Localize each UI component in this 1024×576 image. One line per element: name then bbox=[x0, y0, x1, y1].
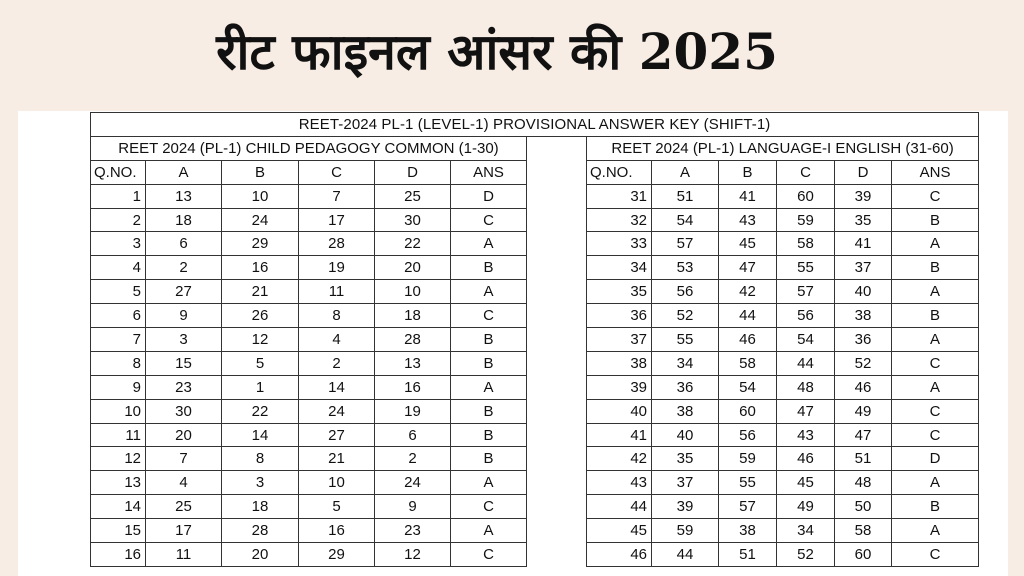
cell-option-b: 18 bbox=[222, 495, 299, 519]
table-row bbox=[91, 304, 979, 328]
cell-option-d: 13 bbox=[375, 351, 451, 375]
cell-option-b: 3 bbox=[222, 471, 299, 495]
cell-option-c: 21 bbox=[299, 447, 375, 471]
cell-answer: B bbox=[451, 423, 527, 447]
cell-answer: A bbox=[451, 280, 527, 304]
cell-qno: 34 bbox=[587, 256, 652, 280]
cell-answer: D bbox=[451, 184, 527, 208]
cell-answer: B bbox=[451, 328, 527, 352]
cell-answer: C bbox=[892, 184, 979, 208]
cell-option-c: 45 bbox=[777, 471, 835, 495]
cell-option-d: 16 bbox=[375, 375, 451, 399]
cell-option-a: 38 bbox=[652, 399, 719, 423]
cell-answer: A bbox=[892, 471, 979, 495]
column-header-option-b: B bbox=[222, 160, 299, 184]
table-row bbox=[91, 328, 979, 352]
cell-option-d: 6 bbox=[375, 423, 451, 447]
column-gap bbox=[527, 256, 587, 280]
cell-option-b: 28 bbox=[222, 519, 299, 543]
cell-qno: 15 bbox=[91, 519, 146, 543]
cell-option-a: 35 bbox=[652, 447, 719, 471]
cell-option-b: 1 bbox=[222, 375, 299, 399]
cell-option-a: 55 bbox=[652, 328, 719, 352]
column-gap bbox=[527, 208, 587, 232]
cell-option-b: 22 bbox=[222, 399, 299, 423]
table-row bbox=[91, 447, 979, 471]
answer-key-table bbox=[90, 112, 979, 567]
cell-answer: A bbox=[451, 232, 527, 256]
cell-option-d: 50 bbox=[835, 495, 892, 519]
cell-option-a: 36 bbox=[652, 375, 719, 399]
cell-qno: 5 bbox=[91, 280, 146, 304]
cell-option-d: 39 bbox=[835, 184, 892, 208]
cell-answer: C bbox=[451, 304, 527, 328]
cell-option-a: 30 bbox=[146, 399, 222, 423]
header-row bbox=[91, 160, 979, 184]
cell-answer: B bbox=[451, 447, 527, 471]
cell-option-c: 60 bbox=[777, 184, 835, 208]
column-gap bbox=[527, 328, 587, 352]
cell-qno: 1 bbox=[91, 184, 146, 208]
cell-option-a: 57 bbox=[652, 232, 719, 256]
cell-option-d: 47 bbox=[835, 423, 892, 447]
cell-option-c: 29 bbox=[299, 543, 375, 567]
answer-key-title: REET-2024 PL-1 (LEVEL-1) PROVISIONAL ANSWER KEY (SHIFT-1) bbox=[91, 113, 979, 137]
cell-option-b: 58 bbox=[719, 351, 777, 375]
cell-option-a: 13 bbox=[146, 184, 222, 208]
cell-option-c: 44 bbox=[777, 351, 835, 375]
cell-option-c: 27 bbox=[299, 423, 375, 447]
cell-option-d: 9 bbox=[375, 495, 451, 519]
cell-option-d: 41 bbox=[835, 232, 892, 256]
column-gap bbox=[527, 304, 587, 328]
cell-answer: B bbox=[892, 208, 979, 232]
cell-option-b: 56 bbox=[719, 423, 777, 447]
cell-qno: 7 bbox=[91, 328, 146, 352]
cell-option-d: 12 bbox=[375, 543, 451, 567]
cell-qno: 9 bbox=[91, 375, 146, 399]
cell-qno: 31 bbox=[587, 184, 652, 208]
column-gap bbox=[527, 136, 587, 160]
cell-answer: A bbox=[892, 375, 979, 399]
table-row bbox=[91, 495, 979, 519]
cell-option-a: 2 bbox=[146, 256, 222, 280]
cell-option-c: 43 bbox=[777, 423, 835, 447]
column-header-option-a: A bbox=[652, 160, 719, 184]
cell-answer: A bbox=[892, 232, 979, 256]
column-gap bbox=[527, 184, 587, 208]
cell-option-a: 23 bbox=[146, 375, 222, 399]
cell-answer: C bbox=[451, 495, 527, 519]
cell-option-b: 59 bbox=[719, 447, 777, 471]
table-row bbox=[91, 351, 979, 375]
cell-option-c: 55 bbox=[777, 256, 835, 280]
column-header-answer: ANS bbox=[451, 160, 527, 184]
cell-answer: A bbox=[451, 375, 527, 399]
left-section-title: REET 2024 (PL-1) CHILD PEDAGOGY COMMON (1-30) bbox=[91, 136, 527, 160]
cell-option-b: 47 bbox=[719, 256, 777, 280]
cell-option-d: 10 bbox=[375, 280, 451, 304]
cell-qno: 13 bbox=[91, 471, 146, 495]
cell-option-c: 10 bbox=[299, 471, 375, 495]
cell-option-a: 7 bbox=[146, 447, 222, 471]
cell-option-c: 54 bbox=[777, 328, 835, 352]
cell-option-d: 46 bbox=[835, 375, 892, 399]
right-section-title: REET 2024 (PL-1) LANGUAGE-I ENGLISH (31-60) bbox=[587, 136, 979, 160]
cell-option-b: 44 bbox=[719, 304, 777, 328]
cell-option-b: 57 bbox=[719, 495, 777, 519]
column-gap bbox=[527, 375, 587, 399]
cell-option-b: 43 bbox=[719, 208, 777, 232]
cell-option-a: 59 bbox=[652, 519, 719, 543]
cell-option-d: 23 bbox=[375, 519, 451, 543]
cell-option-d: 36 bbox=[835, 328, 892, 352]
cell-option-a: 17 bbox=[146, 519, 222, 543]
table-row bbox=[91, 184, 979, 208]
cell-qno: 46 bbox=[587, 543, 652, 567]
cell-option-a: 25 bbox=[146, 495, 222, 519]
cell-option-a: 44 bbox=[652, 543, 719, 567]
cell-qno: 43 bbox=[587, 471, 652, 495]
column-gap bbox=[527, 232, 587, 256]
column-header-qno: Q.NO. bbox=[587, 160, 652, 184]
column-gap bbox=[527, 543, 587, 567]
cell-qno: 38 bbox=[587, 351, 652, 375]
cell-option-d: 51 bbox=[835, 447, 892, 471]
cell-option-b: 41 bbox=[719, 184, 777, 208]
cell-option-a: 52 bbox=[652, 304, 719, 328]
cell-option-b: 46 bbox=[719, 328, 777, 352]
cell-option-d: 48 bbox=[835, 471, 892, 495]
cell-option-d: 49 bbox=[835, 399, 892, 423]
cell-qno: 36 bbox=[587, 304, 652, 328]
cell-qno: 12 bbox=[91, 447, 146, 471]
cell-answer: A bbox=[892, 519, 979, 543]
cell-qno: 42 bbox=[587, 447, 652, 471]
cell-qno: 40 bbox=[587, 399, 652, 423]
cell-answer: A bbox=[451, 519, 527, 543]
cell-option-c: 19 bbox=[299, 256, 375, 280]
cell-option-b: 8 bbox=[222, 447, 299, 471]
cell-qno: 4 bbox=[91, 256, 146, 280]
column-gap bbox=[527, 351, 587, 375]
column-gap bbox=[527, 399, 587, 423]
column-gap bbox=[527, 447, 587, 471]
cell-option-d: 52 bbox=[835, 351, 892, 375]
cell-qno: 35 bbox=[587, 280, 652, 304]
cell-option-a: 11 bbox=[146, 543, 222, 567]
cell-option-a: 9 bbox=[146, 304, 222, 328]
cell-qno: 33 bbox=[587, 232, 652, 256]
cell-qno: 39 bbox=[587, 375, 652, 399]
cell-option-d: 22 bbox=[375, 232, 451, 256]
cell-option-b: 24 bbox=[222, 208, 299, 232]
cell-answer: A bbox=[451, 471, 527, 495]
cell-option-b: 20 bbox=[222, 543, 299, 567]
cell-option-b: 5 bbox=[222, 351, 299, 375]
cell-option-a: 4 bbox=[146, 471, 222, 495]
table-row bbox=[91, 256, 979, 280]
table-row bbox=[91, 471, 979, 495]
cell-option-d: 40 bbox=[835, 280, 892, 304]
cell-option-c: 5 bbox=[299, 495, 375, 519]
cell-option-a: 39 bbox=[652, 495, 719, 519]
cell-option-b: 14 bbox=[222, 423, 299, 447]
cell-option-d: 58 bbox=[835, 519, 892, 543]
cell-qno: 11 bbox=[91, 423, 146, 447]
cell-option-b: 26 bbox=[222, 304, 299, 328]
cell-qno: 3 bbox=[91, 232, 146, 256]
cell-option-d: 35 bbox=[835, 208, 892, 232]
cell-option-d: 28 bbox=[375, 328, 451, 352]
table-row bbox=[91, 519, 979, 543]
column-gap bbox=[527, 280, 587, 304]
table-row bbox=[91, 375, 979, 399]
cell-qno: 44 bbox=[587, 495, 652, 519]
column-gap bbox=[527, 160, 587, 184]
cell-qno: 6 bbox=[91, 304, 146, 328]
cell-option-c: 34 bbox=[777, 519, 835, 543]
cell-option-c: 52 bbox=[777, 543, 835, 567]
column-header-option-d: D bbox=[835, 160, 892, 184]
column-header-option-a: A bbox=[146, 160, 222, 184]
cell-option-a: 54 bbox=[652, 208, 719, 232]
column-header-qno: Q.NO. bbox=[91, 160, 146, 184]
cell-answer: A bbox=[892, 280, 979, 304]
cell-option-d: 38 bbox=[835, 304, 892, 328]
cell-qno: 2 bbox=[91, 208, 146, 232]
cell-answer: B bbox=[451, 351, 527, 375]
cell-option-d: 24 bbox=[375, 471, 451, 495]
cell-option-a: 56 bbox=[652, 280, 719, 304]
column-gap bbox=[527, 423, 587, 447]
cell-option-c: 7 bbox=[299, 184, 375, 208]
cell-option-b: 21 bbox=[222, 280, 299, 304]
cell-answer: C bbox=[892, 351, 979, 375]
cell-qno: 41 bbox=[587, 423, 652, 447]
cell-qno: 45 bbox=[587, 519, 652, 543]
cell-option-c: 14 bbox=[299, 375, 375, 399]
cell-answer: B bbox=[892, 495, 979, 519]
cell-option-c: 4 bbox=[299, 328, 375, 352]
cell-option-b: 45 bbox=[719, 232, 777, 256]
cell-option-c: 56 bbox=[777, 304, 835, 328]
cell-option-b: 54 bbox=[719, 375, 777, 399]
cell-qno: 37 bbox=[587, 328, 652, 352]
table-row bbox=[91, 423, 979, 447]
table-row bbox=[91, 208, 979, 232]
cell-option-b: 38 bbox=[719, 519, 777, 543]
cell-option-a: 15 bbox=[146, 351, 222, 375]
cell-option-a: 6 bbox=[146, 232, 222, 256]
cell-answer: A bbox=[892, 328, 979, 352]
cell-option-a: 20 bbox=[146, 423, 222, 447]
column-header-option-c: C bbox=[777, 160, 835, 184]
cell-option-d: 20 bbox=[375, 256, 451, 280]
cell-option-a: 18 bbox=[146, 208, 222, 232]
table-row bbox=[91, 543, 979, 567]
column-header-option-c: C bbox=[299, 160, 375, 184]
column-gap bbox=[527, 471, 587, 495]
cell-option-b: 55 bbox=[719, 471, 777, 495]
cell-answer: B bbox=[451, 399, 527, 423]
cell-option-c: 59 bbox=[777, 208, 835, 232]
cell-option-c: 11 bbox=[299, 280, 375, 304]
cell-answer: B bbox=[892, 256, 979, 280]
cell-option-b: 60 bbox=[719, 399, 777, 423]
cell-option-a: 3 bbox=[146, 328, 222, 352]
cell-option-d: 37 bbox=[835, 256, 892, 280]
column-gap bbox=[527, 519, 587, 543]
cell-option-d: 30 bbox=[375, 208, 451, 232]
cell-option-b: 29 bbox=[222, 232, 299, 256]
cell-option-a: 34 bbox=[652, 351, 719, 375]
answer-key-sheet bbox=[18, 111, 1008, 576]
cell-option-a: 27 bbox=[146, 280, 222, 304]
column-header-option-d: D bbox=[375, 160, 451, 184]
cell-option-d: 25 bbox=[375, 184, 451, 208]
cell-option-a: 40 bbox=[652, 423, 719, 447]
cell-option-c: 47 bbox=[777, 399, 835, 423]
cell-option-c: 57 bbox=[777, 280, 835, 304]
cell-option-b: 12 bbox=[222, 328, 299, 352]
cell-option-c: 48 bbox=[777, 375, 835, 399]
cell-option-b: 51 bbox=[719, 543, 777, 567]
cell-answer: C bbox=[892, 399, 979, 423]
cell-option-d: 60 bbox=[835, 543, 892, 567]
column-header-answer: ANS bbox=[892, 160, 979, 184]
cell-answer: C bbox=[451, 208, 527, 232]
cell-option-c: 58 bbox=[777, 232, 835, 256]
cell-option-c: 28 bbox=[299, 232, 375, 256]
cell-qno: 8 bbox=[91, 351, 146, 375]
cell-qno: 10 bbox=[91, 399, 146, 423]
cell-qno: 14 bbox=[91, 495, 146, 519]
cell-option-c: 16 bbox=[299, 519, 375, 543]
cell-answer: B bbox=[451, 256, 527, 280]
column-gap bbox=[527, 495, 587, 519]
table-row bbox=[91, 232, 979, 256]
table-row bbox=[91, 280, 979, 304]
cell-answer: C bbox=[892, 543, 979, 567]
cell-option-c: 49 bbox=[777, 495, 835, 519]
cell-option-b: 42 bbox=[719, 280, 777, 304]
cell-option-b: 10 bbox=[222, 184, 299, 208]
cell-option-c: 2 bbox=[299, 351, 375, 375]
page-headline: रीट फाइनल आंसर की 2025 bbox=[216, 22, 778, 81]
cell-option-a: 51 bbox=[652, 184, 719, 208]
cell-answer: C bbox=[892, 423, 979, 447]
cell-option-a: 53 bbox=[652, 256, 719, 280]
table-row bbox=[91, 399, 979, 423]
cell-option-d: 19 bbox=[375, 399, 451, 423]
cell-option-c: 46 bbox=[777, 447, 835, 471]
cell-option-b: 16 bbox=[222, 256, 299, 280]
cell-option-c: 24 bbox=[299, 399, 375, 423]
cell-option-c: 8 bbox=[299, 304, 375, 328]
cell-option-d: 2 bbox=[375, 447, 451, 471]
cell-answer: D bbox=[892, 447, 979, 471]
cell-option-d: 18 bbox=[375, 304, 451, 328]
cell-answer: C bbox=[451, 543, 527, 567]
column-header-option-b: B bbox=[719, 160, 777, 184]
cell-option-c: 17 bbox=[299, 208, 375, 232]
cell-answer: B bbox=[892, 304, 979, 328]
cell-qno: 32 bbox=[587, 208, 652, 232]
cell-option-a: 37 bbox=[652, 471, 719, 495]
cell-qno: 16 bbox=[91, 543, 146, 567]
